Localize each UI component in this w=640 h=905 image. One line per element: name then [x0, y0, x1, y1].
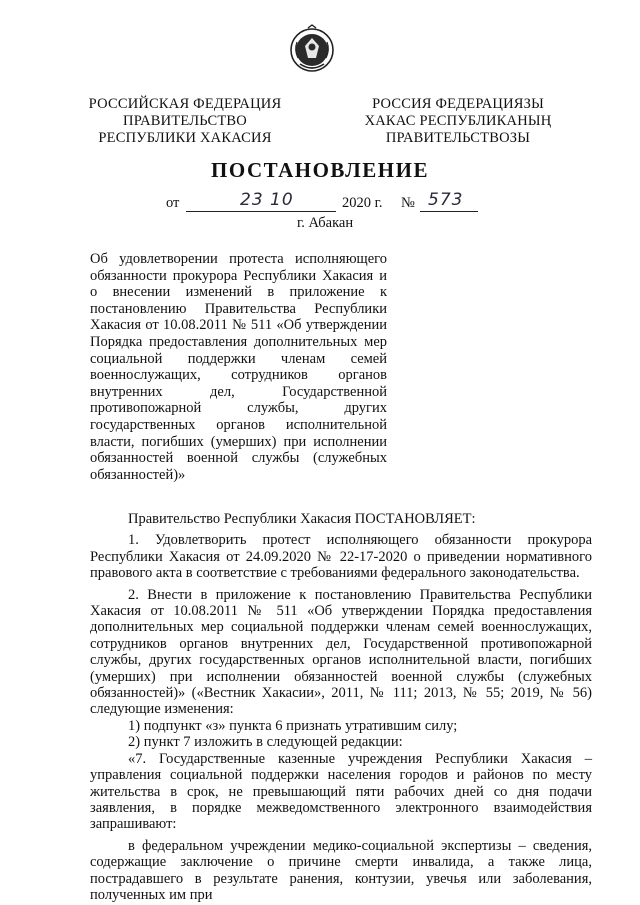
subitem-1: 1) подпункт «з» пункта 6 признать утратившим силу; [128, 717, 458, 734]
subject-block: Об удовлетворении протеста исполняющего обязанности прокурора Республики Хакасия и о внесении изменений в приложение к постановлению Правительства Республики Хакасия от 10.08.2011 № 511 «Об утверждении Порядка предоставления дополнительных мер социальной поддержки членам семей военнослужащих, сотрудников органов внутренних дел, Государственной противопожарной службы, других государственных органов исполнительной власти, погибших (умерших) при исполнении обязанностей военной службы (служебных обязанностей)» [90, 251, 387, 483]
date-underline [186, 211, 336, 212]
header-right-line-1: РОССИЯ ФЕДЕРАЦИЯЗЫ [372, 96, 544, 112]
subitem-2: 2) пункт 7 изложить в следующей редакции: [128, 734, 403, 751]
paragraph-1: 1. Удовлетворить протест исполняющего обязанности прокурора Республики Хакасия от 24.09.2020 № 22-17-2020 о приведении нормативного правового акта в соответствие с требованиями федерального законодательства. [90, 532, 592, 582]
header-left-line-1: РОССИЙСКАЯ ФЕДЕРАЦИЯ [88, 96, 282, 112]
header-left-ru [70, 96, 300, 147]
header-right-khakas [343, 96, 573, 147]
header-right-line-2: ХАКАС РЕСПУБЛИКАНЫҢ [364, 113, 552, 129]
handwritten-number: 573 [428, 190, 464, 210]
coat-of-arms-icon [289, 24, 335, 76]
number-underline [420, 211, 478, 212]
handwritten-date: 23 10 [240, 190, 294, 210]
header-right-line-3: ПРАВИТЕЛЬСТВОЗЫ [385, 130, 531, 146]
paragraph-mse: в федеральном учреждении медико-социальной экспертизы – сведения, содержащие заключение о причине смерти инвалида, а также лица, пострадавшего в результате ранения, контузии, увечья или заболевания, полученных им при [90, 837, 592, 903]
preamble: Правительство Республики Хакасия ПОСТАНОВЛЯЕТ: [128, 511, 476, 527]
document-title: ПОСТАНОВЛЕНИЕ [211, 158, 429, 182]
from-label: от [166, 195, 180, 211]
year-label: 2020 г. [342, 195, 383, 211]
number-label: № [401, 195, 415, 211]
date-number-line [0, 190, 640, 215]
quoted-item-7: «7. Государственные казенные учреждения Республики Хакасия – управления социальной поддержки населения городов и районов по месту жительства в срок, не превышающий пяти рабочих дней со дня подачи заявления, в порядке межведомственного электронного взаимодействия запрашивают: [90, 750, 592, 833]
header-left-line-2: ПРАВИТЕЛЬСТВО [123, 113, 247, 129]
city-label: г. Абакан [297, 215, 354, 231]
paragraph-2: 2. Внести в приложение к постановлению Правительства Республики Хакасия от 10.08.2011 № 511 «Об утверждении Порядка предоставления дополнительных мер социальной поддержки членам семей военнослужащих, сотрудников органов внутренних дел, Государственной противопожарной службы, других государственных органов исполнительной власти, погибших (умерших) при исполнении обязанностей военной службы (служебных обязанностей)» («Вестник Хакасии», 2011, № 111; 2013, № 55; 2019, № 56) следующие изменения: [90, 586, 592, 718]
resolution-body [90, 511, 592, 903]
header-left-line-3: РЕСПУБЛИКИ ХАКАСИЯ [98, 130, 272, 146]
